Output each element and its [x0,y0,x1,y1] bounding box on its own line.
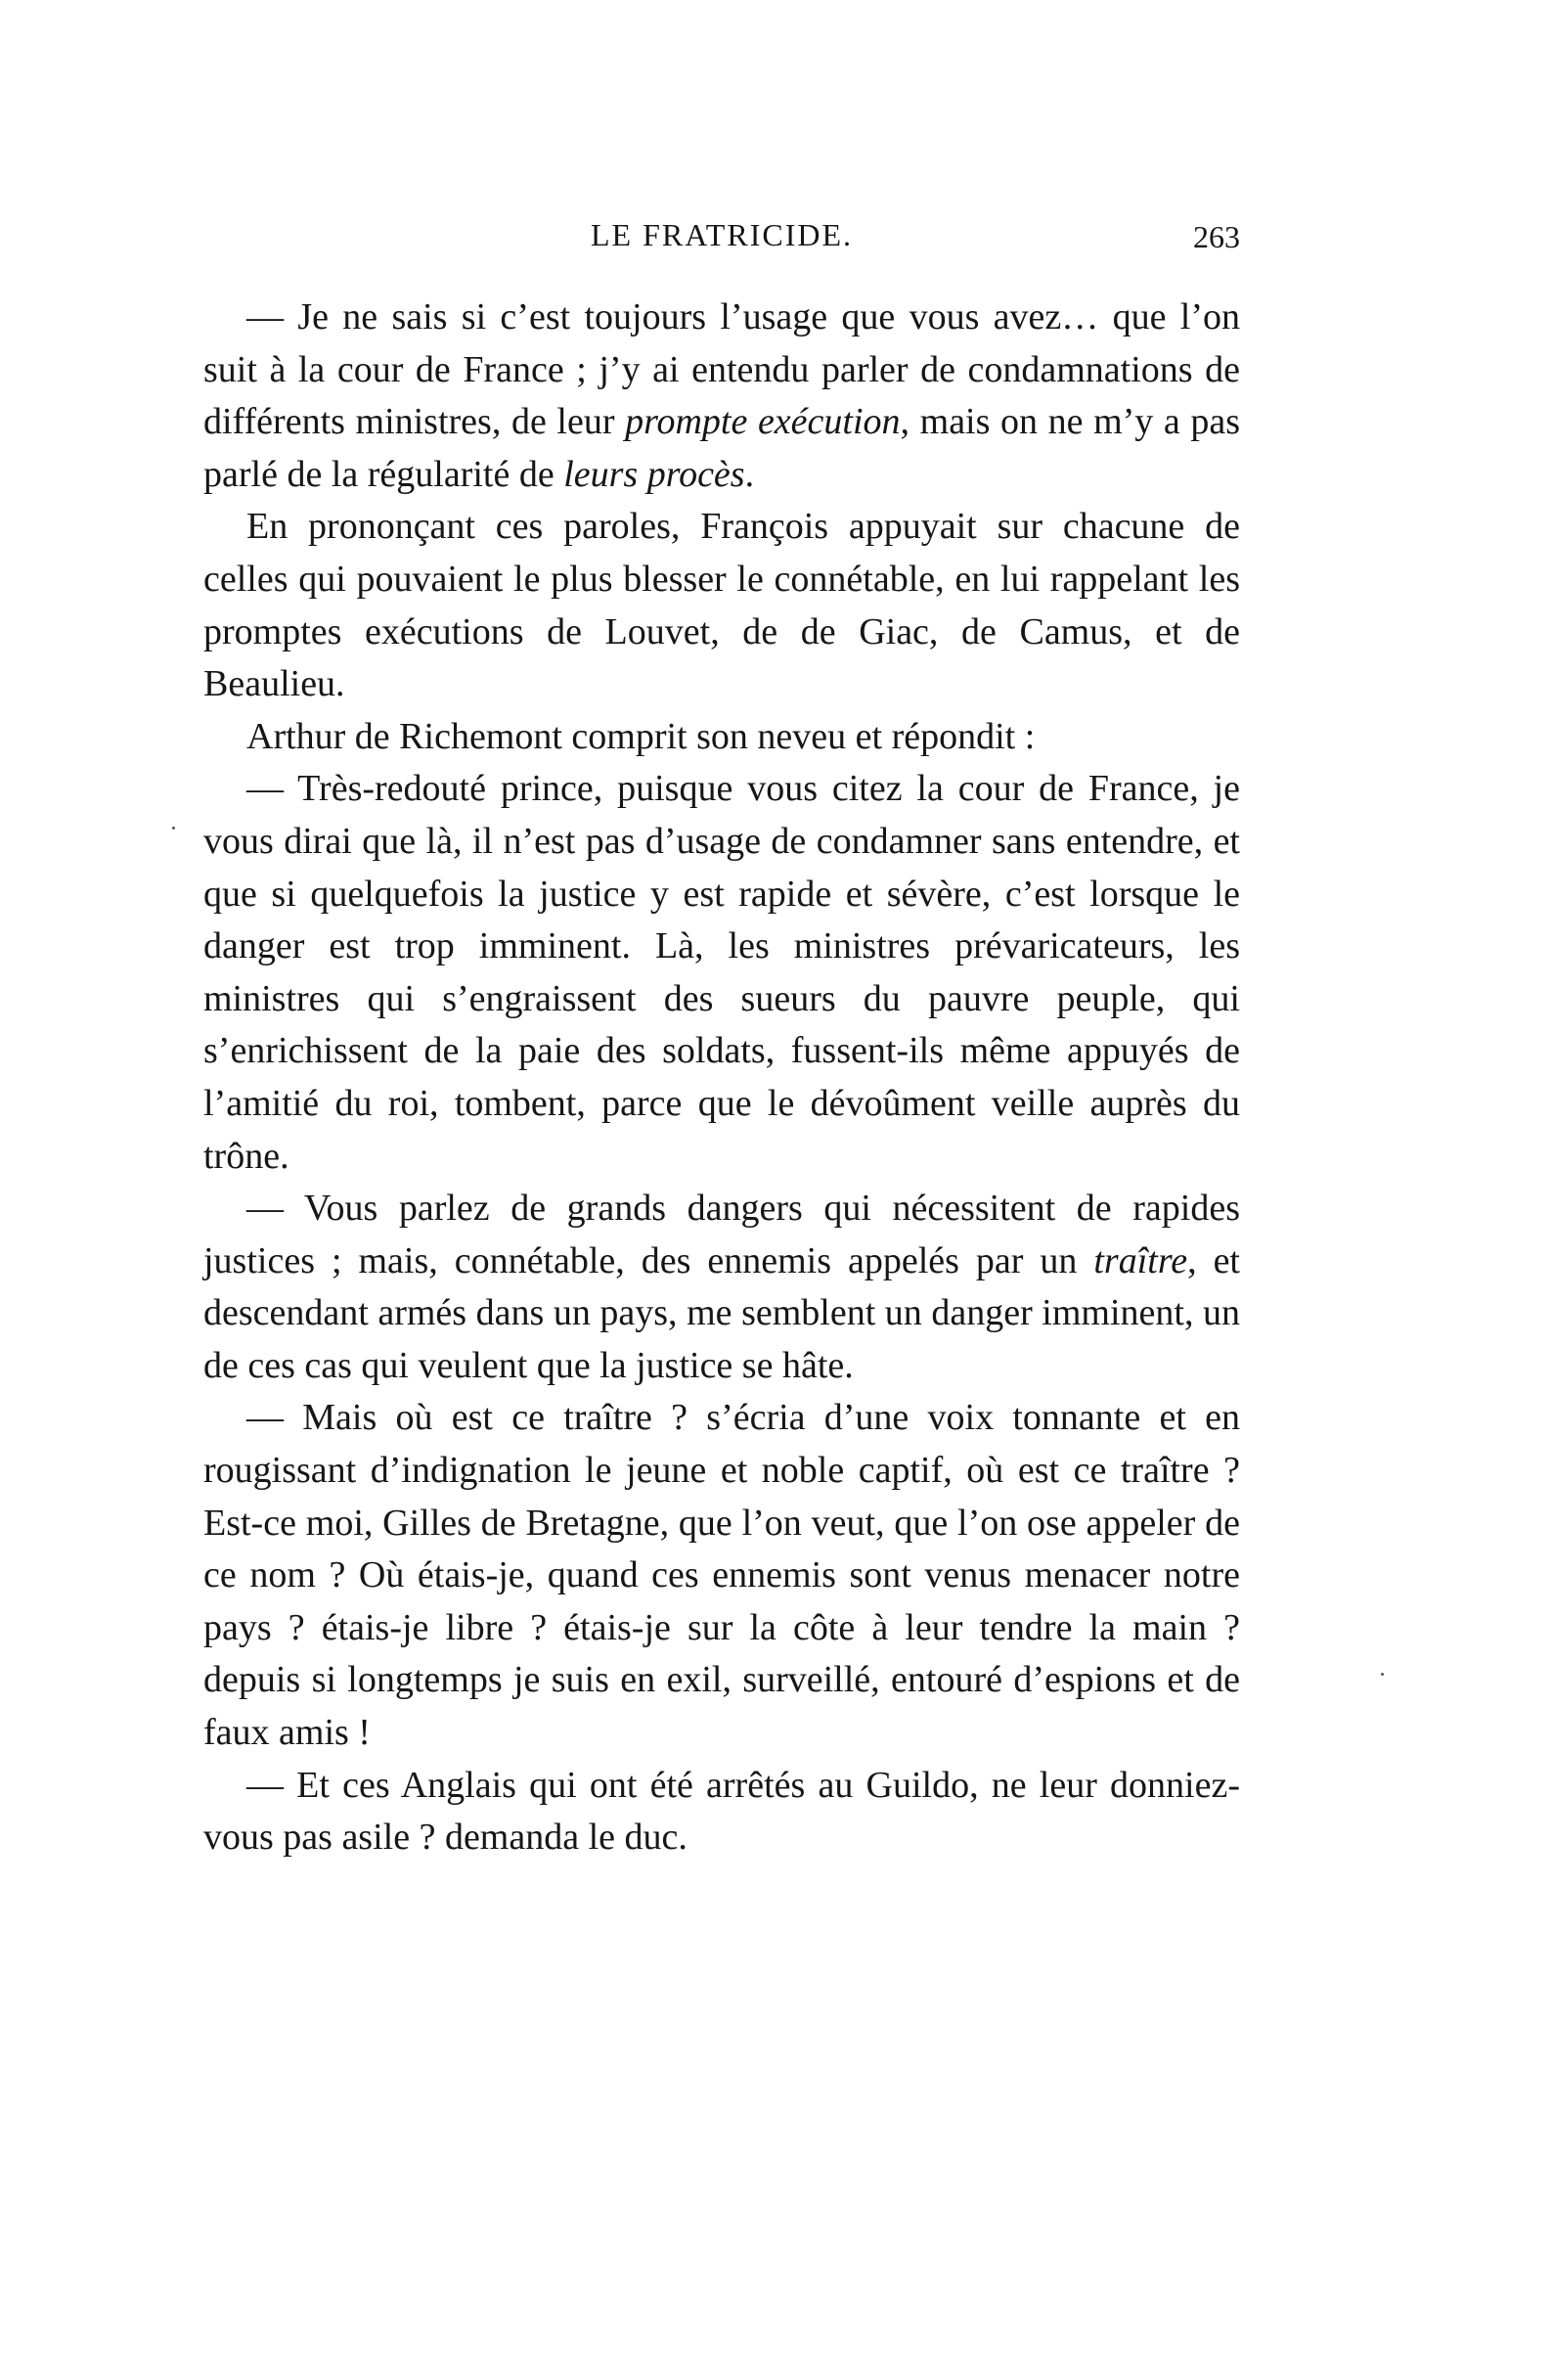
text-run: — Vous parlez de grands dangers qui nécessitent de rapides justices ; mais, connétable, des ennemis appelés par un [203,1188,1240,1281]
text-run: — Très-redouté prince, puisque vous citez la cour de France, je vous dirai que là, il n’est pas d’usage de condamner sans entendre, et que si quelquefois la justice y est rapide et sévère, c’est lorsque le danger est trop imminent. Là, les ministres prévaricateurs, les ministres qui s’engraissent des sueurs du pauvre peuple, qui s’enrichissent de la paie des soldats, fussent-ils même appuyés de l’amitié du roi, tombent, parce que le dévoûment veille auprès du trône. [203,768,1240,1177]
italic-run: traître [1093,1239,1188,1281]
paragraph [203,763,1240,1183]
scan-speck [1381,1673,1384,1676]
scan-speck [172,827,175,830]
paragraph [203,1760,1240,1864]
paragraph [203,501,1240,710]
text-run: . [744,453,755,495]
paragraph [203,1392,1240,1759]
text-run: — Mais où est ce traître ? s’écria d’une voix tonnante et en rougissant d’indignation le jeune et noble captif, où est ce traître ? Est-ce moi, Gilles de Bretagne, que l’on veut, que l’on ose appeler de ce nom ? Où étais-je, quand ces ennemis sont venus menacer notre pays ? étais-je libre ? étais-je sur la côte à leur tendre la main ? depuis si longtemps je suis en exil, surveillé, entouré d’espions et de faux amis ! [203,1397,1240,1754]
text-run: — Je ne sais si c’est toujours l’usage que vous avez… que l’on suit à la cour de France ; j’y ai entendu parler de condamnations de différents ministres, de leur [203,296,1240,443]
text-run: En prononçant ces paroles, François appuyait sur chacune de celles qui pouvaient le plus blesser le connétable, en lui rappelant les promptes exécutions de Louvet, de de Giac, de Camus, et de Beaulieu. [203,506,1240,705]
running-title: LE FRATRICIDE. [591,217,853,252]
paragraph [203,292,1240,501]
running-head [203,217,1240,260]
text-run: — Et ces Anglais qui ont été arrêtés au Guildo, ne leur donniez-vous pas asile ? demanda le duc. [203,1764,1240,1859]
text-run: , et descendant armés dans un pays, me semblent un danger imminent, un de ces cas qui veulent que la justice se hâte. [203,1239,1240,1386]
body-text [203,292,1240,1864]
paragraph [203,1183,1240,1392]
page-number: 263 [1193,219,1240,254]
text-run: , mais on ne m’y a pas parlé de la régularité de [203,401,1241,495]
italic-run: leurs procès [563,453,745,495]
italic-run: prompte exécution [625,401,901,443]
paragraph [203,711,1240,764]
text-run: Arthur de Richemont comprit son neveu et répondit : [246,715,1036,757]
